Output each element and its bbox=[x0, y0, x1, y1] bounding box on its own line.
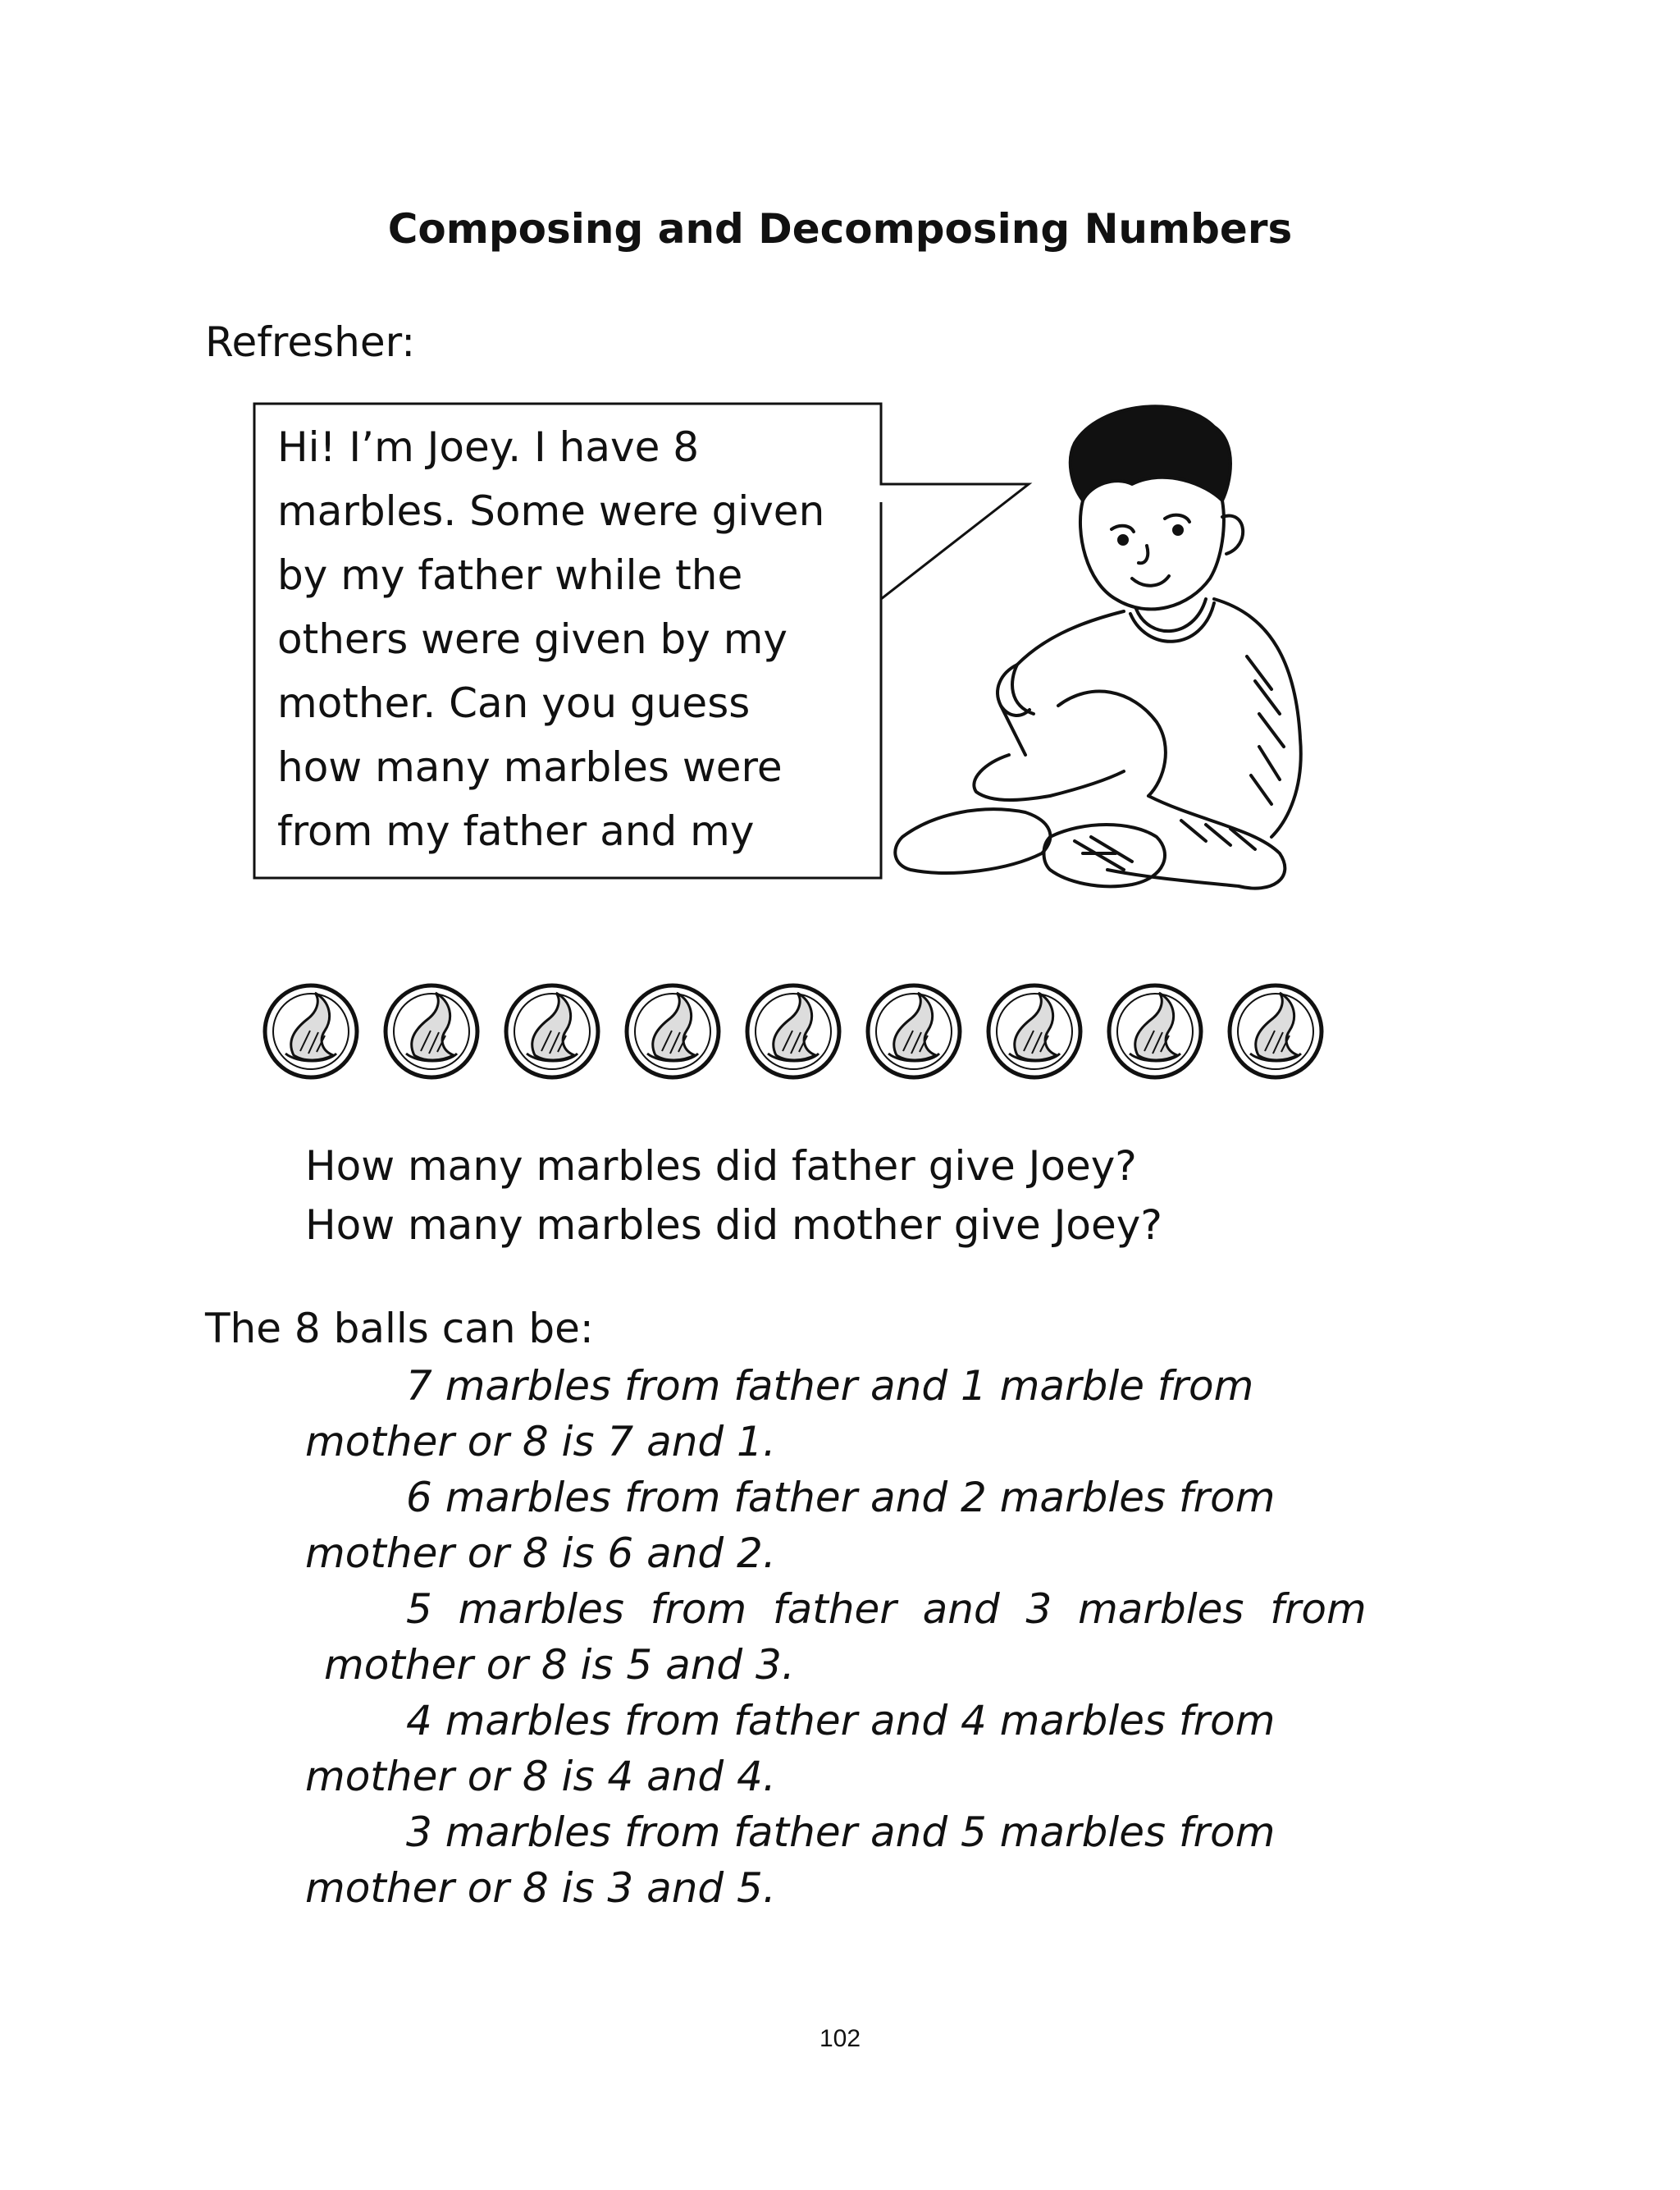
marble-icon bbox=[984, 981, 1084, 1081]
combination-line: mother or 8 is 5 and 3. bbox=[324, 1641, 795, 1689]
question-father: How many marbles did father give Joey? bbox=[305, 1142, 1137, 1190]
marble-icon bbox=[1226, 981, 1326, 1081]
combination-line: mother or 8 is 7 and 1. bbox=[305, 1418, 776, 1465]
combination-line: 3 marbles from father and 5 marbles from bbox=[406, 1808, 1276, 1856]
marbles-row bbox=[261, 981, 1327, 1081]
marble-icon bbox=[502, 981, 602, 1081]
combination-line: 6 marbles from father and 2 marbles from bbox=[406, 1474, 1276, 1521]
question-mother: How many marbles did mother give Joey? bbox=[305, 1201, 1162, 1249]
page-title: Composing and Decomposing Numbers bbox=[387, 205, 1293, 253]
marble-icon bbox=[743, 981, 843, 1081]
combination-line: 4 marbles from father and 4 marbles from bbox=[406, 1697, 1276, 1744]
marble-icon bbox=[381, 981, 482, 1081]
refresher-label: Refresher: bbox=[205, 318, 416, 366]
questions bbox=[305, 1136, 1162, 1255]
joey-boy-illustration bbox=[886, 394, 1362, 894]
bubble-line: how many marbles were bbox=[277, 743, 783, 791]
balls-intro: The 8 balls can be: bbox=[205, 1305, 594, 1352]
page-number: 102 bbox=[819, 2025, 861, 2052]
bubble-line: by my father while the bbox=[277, 551, 743, 599]
bubble-line: from my father and my bbox=[277, 807, 755, 855]
marble-icon bbox=[864, 981, 964, 1081]
bubble-line: mother. Can you guess bbox=[277, 679, 751, 727]
marble-icon bbox=[623, 981, 723, 1081]
speech-bubble-text bbox=[277, 415, 876, 863]
bubble-line: Hi! I’m Joey. I have 8 bbox=[277, 423, 700, 471]
combination-line: mother or 8 is 3 and 5. bbox=[305, 1864, 776, 1912]
combination-line: mother or 8 is 6 and 2. bbox=[305, 1529, 776, 1577]
marble-icon bbox=[1105, 981, 1205, 1081]
bubble-line: marbles. Some were given bbox=[277, 487, 825, 535]
combination-line: mother or 8 is 4 and 4. bbox=[305, 1753, 776, 1800]
combination-line: 5 marbles from father and 3 marbles from bbox=[406, 1585, 1367, 1633]
bubble-line: others were given by my bbox=[277, 615, 788, 663]
combination-line: 7 marbles from father and 1 marble from bbox=[406, 1362, 1254, 1410]
marble-icon bbox=[261, 981, 361, 1081]
